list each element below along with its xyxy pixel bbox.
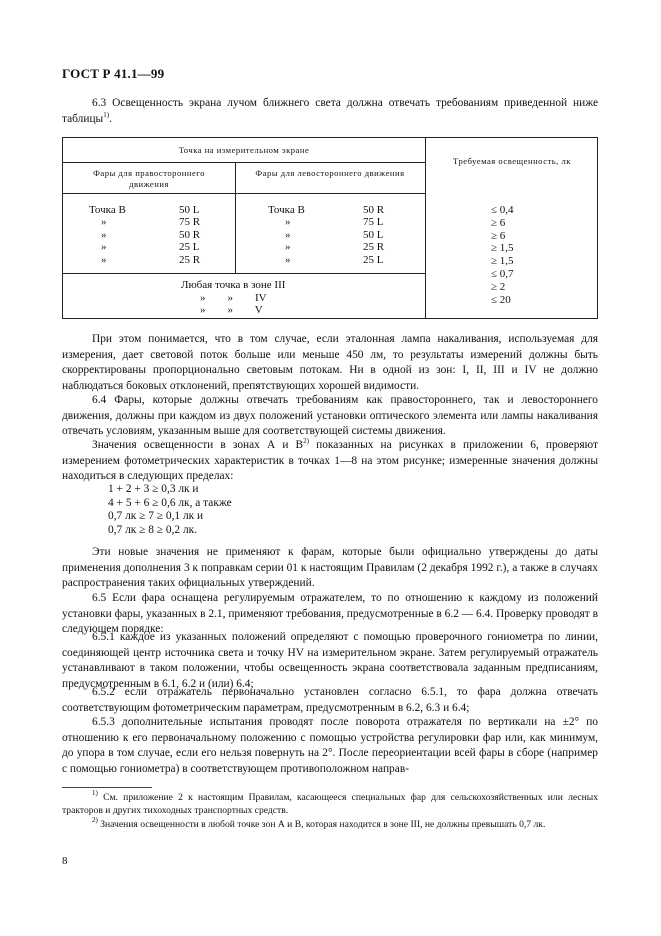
table-cell: ≥ 6 — [491, 216, 506, 229]
paragraph-6-5-3: 6.5.3 дополнительные испытания проводят после поворота отражателя по вертикали на ±2° по отношению к его первоначальному положению с помощью устройства регулировки фар или, как минимум, до упора в том случае, если его нельзя повернуть на 2°. После переориентации всей фары в сборе (например с помощью гониометра) в соответствующем противоположном направ- — [62, 716, 598, 775]
table-cell: 50 L — [363, 228, 384, 241]
paragraph-6-5-2: 6.5.2 если отражатель первоначально установлен согласно 6.5.1, то фара должна отвечать соответствующим фотометрическим параметрам, предусмотренным в 6.2, 6.3 и 6.4; — [62, 686, 598, 714]
table-divider-mid — [235, 162, 236, 273]
table-header-requirement: Требуемая освещенность, лк — [453, 156, 571, 166]
footnote-ref-1: 1) — [103, 110, 110, 119]
paragraph-zones — [62, 438, 598, 485]
table-cell: » — [285, 216, 291, 229]
page-number: 8 — [62, 855, 68, 867]
left-traffic-points — [268, 204, 338, 266]
right-traffic-points — [89, 204, 159, 266]
zone-three-label: Любая точка в зоне III — [181, 279, 286, 291]
zone-four-label: » » IV — [200, 292, 267, 304]
intro-paragraph — [62, 96, 598, 127]
left-traffic-values — [363, 204, 413, 266]
table-cell: » — [101, 216, 107, 229]
footnote-1-mark: 1) — [92, 789, 98, 797]
illumination-table — [62, 137, 598, 319]
table-cell: 25 L — [363, 253, 384, 266]
paragraph-6-5-1: 6.5.1 каждое из указанных положений определяют с помощью проверочного гониометра по линии, соединяющей центр источника света и точку HV на измерительном экране. Затем регулируемый отражатель устанавливают в таком положении, чтобы освещенность экрана соответствовала заданным предписаниям, предусмотренным в 6.1, 6.2 и (или) 6.4; — [62, 631, 598, 690]
intro-end: . — [109, 112, 112, 125]
zones-text-b: показанных на рисунках в приложении 6, проверяют измерением фотометрических характеристик в точках 1—8 на этом рисунке; измеренные значения должны находиться в следующих пределах: — [62, 439, 598, 483]
table-divider-h2 — [63, 193, 425, 194]
footnote-ref-2: 2) — [303, 437, 309, 445]
table-cell: Точка B — [268, 204, 305, 216]
footnote-1-text: См. приложение 2 к настоящим Правилам, касающееся специальных фар для сельскохозяйственных или лесных тракторов и других тихоходных транспортных средств. — [62, 792, 598, 816]
paragraph-new-values: Эти новые значения не применяют к фарам, которые были официально утверждены до даты применения дополнения 3 к поправкам серии 01 к настоящим Правилам (2 декабря 1992 г.), а также в случаях распространения таких официальных утверждений. — [62, 546, 598, 590]
formula-line: 1 + 2 + 3 ≥ 0,3 лк и — [108, 483, 199, 495]
zones-text-a: Значения освещенности в зонах А и В — [92, 439, 304, 451]
table-cell: » — [101, 228, 107, 241]
table-cell: ≥ 1,5 — [491, 255, 514, 268]
table-cell: 50 R — [363, 204, 385, 216]
paragraph-flux: При этом понимается, что в том случае, если эталонная лампа накаливания, используемая для измерения, дает световой поток больше или меньше 450 лм, то результаты измерений должны быть скорректированы пропорционально световым потокам. Ни в одной из зон: I, II, III и IV не должно наблюдаться боковых отклонений, препятствующих хорошей видимости. — [62, 333, 598, 392]
table-cell: » — [101, 241, 107, 254]
formula-list — [108, 483, 232, 537]
table-cell: 25 R — [363, 241, 385, 254]
table-cell: ≤ 0,7 — [491, 267, 514, 280]
table-cell: 25 L — [179, 241, 200, 254]
footnote-divider — [62, 787, 152, 788]
table-cell: Точка B — [89, 204, 126, 216]
formula-line: 4 + 5 + 6 ≥ 0,6 лк, а также — [108, 496, 232, 509]
table-cell: ≥ 1,5 — [491, 242, 514, 255]
footnote-2-text: Значения освещенности в любой точке зон А и В, которая находится в зоне III, не должны превышать 0,7 лк. — [97, 819, 546, 830]
table-cell: ≥ 6 — [491, 229, 506, 242]
table-cell: 50 R — [179, 228, 201, 241]
footnote-2-mark: 2) — [92, 816, 98, 824]
footnote-2 — [62, 818, 598, 831]
intro-text: 6.3 Освещенность экрана лучом ближнего света должна отвечать требованиям приведенной ниже таблицы — [62, 97, 598, 125]
formula-line: 0,7 лк ≥ 7 ≥ 0,1 лк и — [108, 510, 204, 523]
table-cell: ≤ 0,4 — [491, 204, 514, 216]
formula-line: 0,7 лк ≥ 8 ≥ 0,2 лк. — [108, 523, 198, 536]
zone-five-label: » » V — [200, 304, 263, 316]
table-divider-h3 — [63, 273, 425, 274]
paragraph-6-5: 6.5 Если фара оснащена регулируемым отражателем, то по отношению к каждому из положений установки фары, указанных в 2.1, применяют требования, предусмотренные в 6.2 — 6.4. Проверку проводят в следующем порядке: — [62, 592, 598, 636]
table-header-right-traffic: Фары для правостороннего движения — [93, 168, 205, 189]
table-cell: 75 R — [179, 216, 201, 229]
table-cell: 25 R — [179, 253, 201, 266]
required-illumination-values — [491, 204, 561, 306]
right-traffic-values — [179, 204, 229, 266]
table-cell: ≥ 2 — [491, 280, 506, 293]
table-header-left-traffic: Фары для левостороннего движения — [255, 168, 405, 178]
table-cell: 75 L — [363, 216, 384, 229]
table-cell: » — [285, 253, 291, 266]
table-cell: » — [101, 253, 107, 266]
table-header-main: Точка на измерительном экране — [178, 145, 310, 155]
table-divider-h1 — [63, 162, 425, 163]
paragraph-6-4: 6.4 Фары, которые должны отвечать требованиям как правостороннего, так и левостороннего движения, должны при каждом из двух положений установки оптического элемента или лампы накаливания отвечать условиям, указанным выше для соответствующей системы движения. — [62, 394, 598, 438]
table-cell: » — [285, 228, 291, 241]
table-cell: 50 L — [179, 204, 200, 216]
table-cell: » — [285, 241, 291, 254]
table-cell: ≤ 20 — [491, 293, 511, 306]
document-code-header: ГОСТ Р 41.1—99 — [62, 66, 165, 81]
footnote-1 — [62, 791, 598, 817]
